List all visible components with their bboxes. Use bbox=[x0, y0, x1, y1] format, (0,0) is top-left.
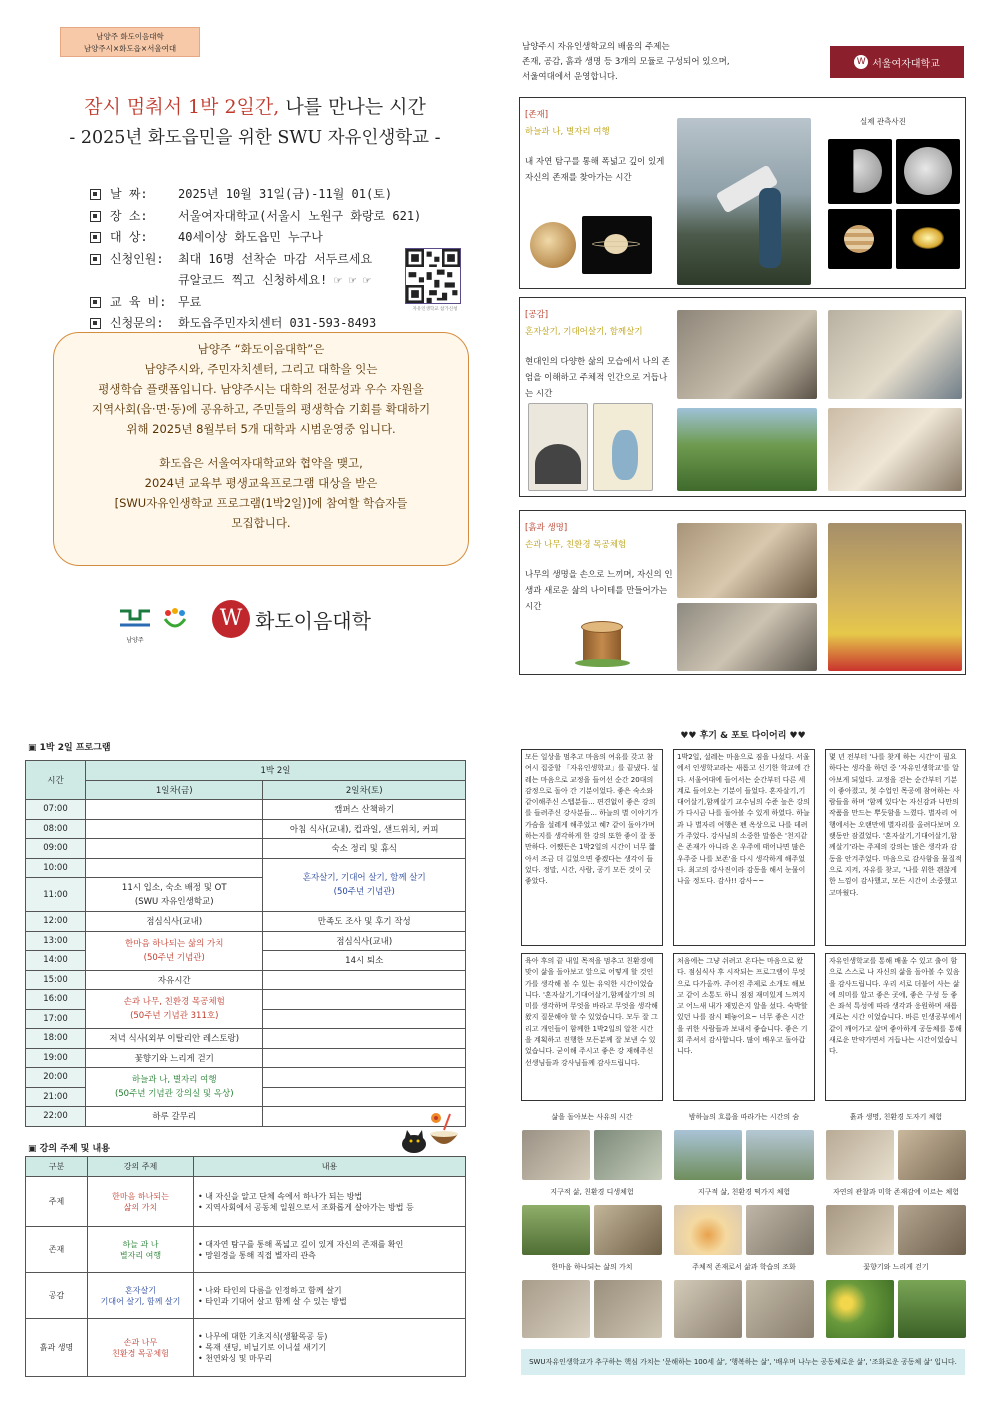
info-qr-note: 큐알코드 찍고 신청하세요! ☞ ☞ ☞ bbox=[178, 273, 371, 287]
bullet-icon bbox=[90, 211, 101, 222]
table-row: 22:00 하루 갈무리 bbox=[26, 1107, 466, 1127]
table-row: 14:00 14시 퇴소 bbox=[26, 951, 466, 971]
bullet-icon bbox=[90, 254, 101, 265]
info-capacity: 신청인원: 최대 16명 선착순 마감 서두르세요 bbox=[90, 249, 490, 271]
table-row: 16:00 손과 나무, 친환경 목공체험 (50주년 기념관 311호) bbox=[26, 990, 466, 1010]
schedule-table bbox=[25, 760, 466, 1127]
tag-line2: 남양주시×화도읍×서울여대 bbox=[83, 44, 177, 53]
bullet-icon bbox=[90, 232, 101, 243]
photo-caption: 밤하늘의 흐름을 따라가는 시간의 숨 bbox=[688, 1113, 800, 1121]
diary-photo bbox=[826, 1280, 894, 1338]
topics-heading: ▣ 강의 주제 및 내용 bbox=[28, 1144, 110, 1154]
telescope-photo bbox=[677, 118, 811, 285]
city-logo-text: 남양주 bbox=[126, 637, 144, 644]
reviews-title: ♥♥ 후기 & 포토 다이어리 ♥♥ bbox=[680, 731, 806, 741]
review-text-2: 1박2일, 설레는 마음으로 짐을 나섰다. 서울에서 인생학교라는 새롭고 신기한 학교에 간다. 서울여대에 들어서는 순간부터 다른 세계로 들어오는 기분이 들었다. 혼자살기,기대어살기,함께살기 교수님의 수준 높은 강의가 다시금 나를 돌아볼 수 있게 하였다. 하늘과 나 별자리 여행은 펜 옥상으로 나를 데려가 주었다. 강사님의 소중한 말씀은 '천지같은 존재가 아니라 온 우주에 태어나면 많은 우주중 나를 보존'을 다시 생각하게 해주었다. 최고의 강사진이라 감동을 해서 눈물이 나올 정도다. 감사!! 감사~~ bbox=[673, 749, 815, 946]
table-row: 18:00 저녁 식사(외부 이탈리안 레스토랑) bbox=[26, 1029, 466, 1049]
diary-photo bbox=[674, 1130, 742, 1180]
diary-photo bbox=[746, 1130, 814, 1180]
schedule-heading: ▣ 1박 2일 프로그램 bbox=[28, 743, 111, 753]
diary-photo bbox=[594, 1205, 662, 1255]
info-place: 장 소: 서울여자대학교(서울시 노원구 화랑로 621) bbox=[90, 206, 490, 228]
col-category: 구분 bbox=[26, 1157, 88, 1177]
table-row: 13:00 한마음 하나되는 삶의 가치 (50주년 기념관) 점심식사(교내) bbox=[26, 931, 466, 951]
review-text-3: 몇 년 전부터 '나를 찾게 하는 시간'이 필요하다는 생각을 하던 중 '자유인생학교'를 알아보게 되었다. 교정을 걷는 순간부터 기분이 좋아졌고, 첫 수업인 목공에 참여하는 사람들을 하며 '함께 있다'는 자신감과 나만의 작품을 만드는 뿌듯함을 느꼈다. 별자리 여행에서는 오랜만에 별자리를 올려다보며 오랫동안 잠겼었다. '혼자살기,기대어살기,함께살기'라는 주제의 강의는 많은 생각과 감동을 안겨주었다. 마음으로 감사함을 물질적으로 지켜, 자유를 찾고, '나를 위한 괜찮게한 느낌이 감사했고, 모든 시간이 소중했고 고마웠다. bbox=[825, 749, 966, 946]
panel-category: [존재] bbox=[525, 110, 549, 120]
hwado-logo bbox=[162, 607, 188, 635]
photo-caption: 흙과 생명, 친환경 도자기 체험 bbox=[849, 1113, 943, 1121]
table-row: 10:00 혼자살기, 기대어 살기, 함께 살기 (50주년 기념관) bbox=[26, 858, 466, 878]
group-photo bbox=[828, 408, 962, 491]
photo-caption: 삶을 돌아보는 사유의 시간 bbox=[551, 1113, 633, 1121]
observation-caption: 실제 관측사진 bbox=[860, 117, 906, 126]
main-title bbox=[20, 92, 490, 119]
box-line: 남양주시와, 주민자치센터, 그리고 대학을 잇는 bbox=[144, 362, 378, 376]
box-line: 지역사회(읍·면·동)에 공유하고, 주민들의 평생학습 기회를 확대하기 bbox=[91, 402, 431, 416]
info-fee: 교 육 비: 무료 bbox=[90, 292, 490, 314]
cat-coconut-icon bbox=[398, 1110, 460, 1154]
box-line: 위해 2025년 8월부터 5개 대학과 시범운영중 입니다. bbox=[126, 422, 396, 436]
photo-caption: 지구적 삶, 친환경 떡가지 체험 bbox=[697, 1188, 791, 1196]
col-content: 내용 bbox=[194, 1157, 466, 1177]
info-contact: 신청문의: 화도읍주민자치센터 031-593-8493 bbox=[90, 313, 490, 335]
module-panel-empathy bbox=[519, 297, 966, 497]
info-date: 날 짜: 2025년 10월 31일(금)-11월 01(토) bbox=[90, 184, 490, 206]
table-row: 12:00 점심식사(교내) 만족도 조사 및 후기 작성 bbox=[26, 912, 466, 932]
qr-code[interactable] bbox=[405, 248, 461, 304]
table-row: 주제 한마음 하나되는 삶의 가치 • 내 자신을 알고 단체 속에서 하나가 되는 방법 • 지역사회에서 공동체 일원으로서 조화롭게 살아가는 방법 등 bbox=[26, 1177, 466, 1227]
table-row: 공감 혼자살기 기대어 살기, 함께 살기 • 나와 타인의 다름을 인정하고 함께 살기 • 타인과 기대어 살고 함께 살 수 있는 방법 bbox=[26, 1273, 466, 1319]
info-target: 대 상: 40세이상 화도읍민 누구나 bbox=[90, 227, 490, 249]
diary-photo bbox=[594, 1280, 662, 1338]
panel-subtitle: 혼자살기, 기대어살기, 함께살기 bbox=[525, 327, 643, 337]
module-panel-soil-life bbox=[519, 510, 966, 675]
tag-line1: 남양주 화도이음대학 bbox=[96, 32, 164, 41]
swu-emblem-icon: W bbox=[854, 55, 868, 69]
diary-photo bbox=[826, 1130, 894, 1180]
diary-photo bbox=[898, 1280, 966, 1338]
city-logo-icon bbox=[118, 607, 152, 631]
swu-logo-icon: W bbox=[212, 600, 250, 638]
title-rest: 나를 만나는 시간 bbox=[279, 96, 426, 118]
table-row: 19:00 꽃향기와 느리게 걷기 bbox=[26, 1048, 466, 1068]
people-logo-icon bbox=[162, 607, 188, 635]
review-text-4: 육아 후의 끝 내일 목적을 멈추고 친환경에 맞이 삶을 돌아보고 앞으로 어떻게 할 것인가를 생각해 볼 수 있는 유익한 시간이었습니다. '혼자살기,기대어살기,함께살기'의 의미를 생각하며 무엇을 바라고 무엇을 생각해 왔지 질문해야 할 수 있었습니다. 모두 잘 그리고 개인들이 함께한 1박2일의 알찬 시간을 계획하고 진행한 모든분께 잘 보낸 수 있었습니다. 굳이해 주시고 좋은 강 재해주신 선생님들과 강사님들께 감사드립니다. bbox=[521, 953, 663, 1101]
box-line: 남양주 “화도이음대학”은 bbox=[197, 342, 325, 356]
box-line: 평생학습 플랫폼입니다. 남양주시는 대학의 전문성과 우수 자원을 bbox=[98, 382, 424, 396]
hwado-univ-logo-text: 화도이음대학 bbox=[255, 609, 371, 633]
diary-photo bbox=[522, 1130, 590, 1180]
col-group: 1박 2일 bbox=[86, 761, 466, 781]
photo-caption: 주체적 존재로서 삶과 학습의 조화 bbox=[692, 1263, 796, 1271]
table-row: 17:00 bbox=[26, 1009, 466, 1029]
photo-caption: 한마음 하나되는 삶의 가치 bbox=[551, 1263, 633, 1271]
jupiter-photo bbox=[828, 209, 892, 269]
photo-caption: 꽃향기와 느리게 걷기 bbox=[863, 1263, 929, 1271]
panel-description: 현대인의 다양한 삶의 모습에서 나의 존엄을 이해하고 주체적 인간으로 거듭나는 시간 bbox=[525, 357, 670, 399]
campus-photo bbox=[677, 408, 817, 491]
panel-description: 내 자연 탐구를 통해 폭넓고 깊이 있게 자신의 존재를 찾아가는 시간 bbox=[525, 157, 665, 183]
qr-code-icon bbox=[406, 249, 460, 303]
col-time: 시간 bbox=[26, 761, 86, 800]
bullet-icon bbox=[90, 318, 101, 329]
table-row: 09:00 숙소 정리 및 휴식 bbox=[26, 839, 466, 859]
box-line: [SWU자유인생학교 프로그램(1박2일)]에 참여할 학습자들 bbox=[114, 496, 408, 510]
diary-photo bbox=[522, 1205, 590, 1255]
diary-photo bbox=[594, 1130, 662, 1180]
woodwork-photo-1 bbox=[677, 523, 817, 598]
banner-text: 서울여자대학교 bbox=[872, 58, 940, 70]
col-day1: 1일차(금) bbox=[86, 780, 263, 800]
panel-description: 나무의 생명을 손으로 느끼며, 자신의 인생과 새로운 삶의 나이테를 만들어가는 시간 bbox=[525, 570, 673, 612]
review-text-1: 모든 일상을 멈추고 마음의 여유를 갖고 참여시 집중할 「자유인생학교」를 끝냈다. 설레는 마음으로 교정을 들어선 순간 20대의 감정으로 돌아 간 기분이었다. 좋은 숙소와 같이해주신 스텝분들... 편견없이 좋은 강의를 들려주신 강사분들... 하늘의 별 이야기가 가슴을 설레게 해주었고 혜? 같이 돌아가며 하는지를 생각하게 한 강의 또한 좋이 잘 풍만하다. 어쨌든은 1박2일의 시간이 너무 짧아서 조금 더 길었으면 좋겠다는 생각이 들었다. 정말, 시간, 사람, 공기 모든 것이 굿 좋았다. bbox=[521, 749, 663, 946]
diary-photo bbox=[898, 1130, 966, 1180]
qr-caption: 자유인생학교 참가신청 bbox=[412, 307, 458, 312]
diary-photo bbox=[898, 1205, 966, 1255]
box-line: 모집합니다. bbox=[231, 516, 291, 530]
intro-box bbox=[53, 332, 469, 566]
woodwork-group-photo bbox=[828, 523, 962, 671]
empathy-photo-2 bbox=[828, 310, 962, 399]
bullet-icon bbox=[90, 189, 101, 200]
table-row: 15:00 자유시간 bbox=[26, 970, 466, 990]
title-red-part: 잠시 멈춰서 1박 2일간, bbox=[84, 96, 280, 118]
moon-photo-1 bbox=[828, 139, 892, 204]
diary-photo bbox=[522, 1280, 590, 1338]
diary-photo bbox=[674, 1205, 742, 1255]
bullet-icon bbox=[90, 297, 101, 308]
book-cover-1 bbox=[528, 403, 588, 491]
core-values-footer: SWU자유인생학교가 추구하는 핵심 가치는 '문해하는 100세 삶', '행복하는 삶', '배우며 나누는 공동체로운 삶', '조화로운 공동체 삶' 입니다. bbox=[521, 1349, 965, 1375]
sub-title: - 2025년 화도읍민을 위한 SWU 자유인생학교 - bbox=[69, 128, 441, 148]
topics-table bbox=[25, 1156, 466, 1377]
diary-photo bbox=[746, 1280, 814, 1338]
photo-caption: 지구적 삶, 친환경 디생체험 bbox=[550, 1188, 634, 1196]
book-cover-2 bbox=[593, 403, 653, 491]
jupiter-image bbox=[530, 222, 576, 268]
table-row: 07:00 캠퍼스 산책하기 bbox=[26, 800, 466, 820]
panel-category: [흙과 생명] bbox=[525, 523, 568, 533]
box-line: 2024년 교육부 평생교육프로그램 대상을 받은 bbox=[144, 476, 378, 490]
woodwork-photo-2 bbox=[677, 603, 817, 671]
review-text-6: 자유인생학교를 통해 배울 수 있고 출이 함으로 스스로 나 자신의 삶을 돌아볼 수 있음을 감사드립니다. 우리 서로 더불어 사는 삶에 의미를 알고 좋은 곳에, 좋은 구성 등 좋은 좌석 특성에 따라 생각과 응원하며 새롭게로는 시간 이었습니다. 바른 인생공부에서 같이 깨어가고 살며 좋아하게 공동체를 통해 새로운 만약가면서 거듭나는 시간이었습니다. bbox=[825, 953, 966, 1101]
col-topic: 강의 주제 bbox=[88, 1157, 194, 1177]
modules-intro: 남양주시 자유인생학교의 배움의 주제는 존재, 공감, 흙과 생명 등 3개의 모듈로 구성되어 있으며, 서울여대에서 운영합니다. bbox=[522, 42, 730, 82]
module-panel-existence bbox=[519, 97, 966, 289]
table-row: 21:00 bbox=[26, 1087, 466, 1107]
panel-subtitle: 하늘과 나, 별자리 여행 bbox=[525, 127, 610, 137]
diary-photo bbox=[746, 1205, 814, 1255]
panel-subtitle: 손과 나무, 친환경 목공체험 bbox=[525, 540, 627, 550]
table-row: 흙과 생명 손과 나무 친환경 목공체험 • 나무에 대한 기초지식(생활목공 등) • 목재 샌딩, 비닐기로 이니셜 새기기 • 천연와싱 및 마무리 bbox=[26, 1319, 466, 1377]
table-row: 08:00 아침 식사(교내), 컵과일, 샌드위치, 커피 bbox=[26, 819, 466, 839]
program-tag bbox=[60, 27, 200, 57]
table-row: 20:00 하늘과 나, 별자리 여행 (50주년 기념관 강의실 및 옥상) bbox=[26, 1068, 466, 1088]
moon-photo-2 bbox=[896, 139, 960, 204]
swu-banner bbox=[830, 46, 964, 78]
box-line: 화도읍은 서울여자대학교와 협약을 맺고, bbox=[159, 456, 363, 470]
tree-stump-image bbox=[575, 619, 630, 667]
empathy-photo-1 bbox=[677, 310, 817, 399]
col-day2: 2일차(토) bbox=[263, 780, 466, 800]
diary-photo bbox=[826, 1205, 894, 1255]
cat-illustration bbox=[398, 1110, 460, 1154]
table-row: 존재 하늘 과 나 별자리 여행 • 대자연 탐구를 통해 폭넓고 깊이 있게 자신의 존재를 확인 • 망원경을 통해 직접 별자리 관측 bbox=[26, 1227, 466, 1273]
table-row: 11:00 11시 입소, 숙소 배정 및 OT (SWU 자유인생학교) bbox=[26, 878, 466, 912]
review-text-5: 처음에는 그냥 쉬려고 온다는 마음으로 왔다. 점심식사 후 시작되는 프로그램이 무엇으로 다가올까. 주어진 주제로 소개도 해보고 같이 소통도 하니 점점 재미있게 느껴지고 어느새 내가 재밌은지 알을 섰다. 숙박할 있던 나를 잠시 떼놓어요~ 너무 좋은 시간을 귀한 사람들과 보내서 좋습니다. 좋은 기회 주셔서 감사합니다. 많이 배우고 돌아갑니다. bbox=[673, 953, 815, 1101]
photo-caption: 자연의 관찰과 미학 존재감에 이르는 체험 bbox=[832, 1188, 960, 1196]
namyangju-logo bbox=[118, 607, 152, 644]
diary-photo bbox=[674, 1280, 742, 1338]
panel-category: [공감] bbox=[525, 310, 549, 320]
nebula-photo bbox=[896, 209, 960, 269]
saturn-image bbox=[582, 216, 652, 274]
